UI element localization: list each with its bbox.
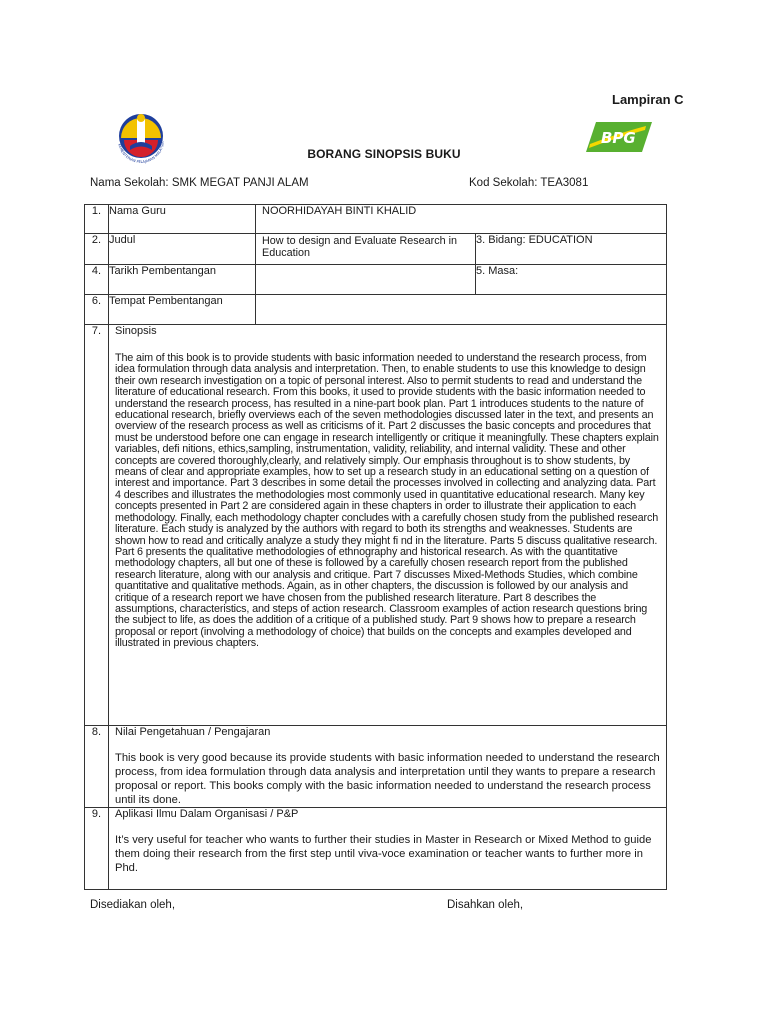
row-number: 6. xyxy=(85,295,109,325)
row-number: 2. xyxy=(85,234,109,265)
nilai-text: This book is very good because its provide students with basic information needed to understand the research process, from idea formulation through data analysis and interpretation until they wants to prepare a research proposal or report. This books comply with the basic information needed to understand the research process until its done. xyxy=(115,752,660,806)
sinopsis-cell xyxy=(109,325,667,726)
school-name: Nama Sekolah: SMK MEGAT PANJI ALAM xyxy=(90,177,309,189)
value-tarikh xyxy=(256,265,476,295)
svg-text:KEMENTERIAN PELAJARAN MALAYSIA: KEMENTERIAN PELAJARAN MALAYSIA xyxy=(117,141,165,165)
row-tarikh xyxy=(85,265,667,295)
page-title: BORANG SINOPSIS BUKU xyxy=(307,147,461,161)
row-nilai xyxy=(85,726,667,808)
label-sinopsis: Sinopsis xyxy=(115,325,157,337)
label-aplikasi: Aplikasi Ilmu Dalam Organisasi / P&P xyxy=(115,808,299,820)
value-nama-guru: NOORHIDAYAH BINTI KHALID xyxy=(256,205,667,234)
value-judul: How to design and Evaluate Research in Education xyxy=(256,234,476,265)
aplikasi-text: It’s very useful for teacher who wants to further their studies in Master in Research or Mixed Method to guide them doing their research from the first step until viva-voce examination or teacher wants to further more in Phd. xyxy=(115,834,652,874)
label-nilai: Nilai Pengetahuan / Pengajaran xyxy=(115,726,271,738)
row-number: 4. xyxy=(85,265,109,295)
row-number: 1. xyxy=(85,205,109,234)
school-code: Kod Sekolah: TEA3081 xyxy=(469,177,589,189)
row-nama-guru xyxy=(85,205,667,234)
svg-text:BPG: BPG xyxy=(601,129,636,147)
value-bidang: 3. Bidang: EDUCATION xyxy=(476,234,667,265)
row-number: 8. xyxy=(85,726,109,808)
aplikasi-cell xyxy=(109,808,667,890)
row-tempat xyxy=(85,295,667,325)
row-aplikasi xyxy=(85,808,667,890)
lampiran-label: Lampiran C xyxy=(612,92,684,107)
row-number: 9. xyxy=(85,808,109,890)
row-sinopsis xyxy=(85,325,667,726)
sinopsis-text: The aim of this book is to provide students with basic information needed to understand the research process, from idea formulation through data analysis and interpretation. Then, to enable students to use this knowledge to design their own research investigation on a topic of personal interest. Also to permit students to read and understand the literature of educational research. From this books, it used to provide students with the basic information needed to understand the research process, has resulted in a nine-part book plan. Part 1 introduces students to the nature of educational research, briefly overviews each of the seven methodologies discussed later in the text, and presents an overview of the research process as well as criticisms of it. Part 2 discusses the basic concepts and procedures that must be understood before one can engage in research intelligently or critique it meaningfully. These chapters explain variables, defi nitions, ethics,sampling, instrumentation, validity, reliability, and internal validity. These and other concepts are covered thoroughly,clearly, and relatively simply. Our emphasis throughout is to show students, by means of clear and appropriate examples, how to set up a research study in an educational setting on a question of interest and importance. Part 3 describes in some detail the processes involved in collecting and analyzing data. Part 4 describes and illustrates the methodologies most commonly used in quantitative educational research. Many key concepts presented in Part 2 are considered again in these chapters in order to illustrate their application to each methodology. Finally, each methodology chapter concludes with a carefully chosen study from the published research literature. Each study is analyzed by the authors with regard to both its strengths and weaknesses. Students are shown how to read and critically analyze a study they might fi nd in the literature. Parts 5 discuss qualitative research. Part 6 presents the qualitative methodologies of ethnography and historical research. As with the quantitative methodology chapters, all but one of these is followed by a carefully chosen research report from the published research literature, along with our analysis and critique. Part 7 discusses Mixed-Methods Studies, which combine quantitative and qualitative methods. Again, as in other chapters, the discussion is followed by our analysis and critique of a research report we have chosen from the published research literature. Part 8 describes the assumptions, characteristics, and steps of action research. Classroom examples of action research questions bring the subject to life, as does the addition of a critique of a published study. Part 9 shows how to prepare a research proposal or report (involving a methodology of choice) that builds on the concepts and examples developed and illustrated in previous chapters. xyxy=(115,352,659,650)
row-number: 7. xyxy=(85,325,109,726)
label-tarikh: Tarikh Pembentangan xyxy=(109,265,256,295)
approved-by-label: Disahkan oleh, xyxy=(447,899,524,911)
value-masa: 5. Masa: xyxy=(476,265,667,295)
label-nama-guru: Nama Guru xyxy=(109,205,256,234)
row-judul xyxy=(85,234,667,265)
nilai-cell xyxy=(109,726,667,808)
label-tempat: Tempat Pembentangan xyxy=(109,295,256,325)
label-judul: Judul xyxy=(109,234,256,265)
value-tempat xyxy=(256,295,667,325)
prepared-by-label: Disediakan oleh, xyxy=(90,899,176,911)
synopsis-form-table xyxy=(84,204,667,890)
